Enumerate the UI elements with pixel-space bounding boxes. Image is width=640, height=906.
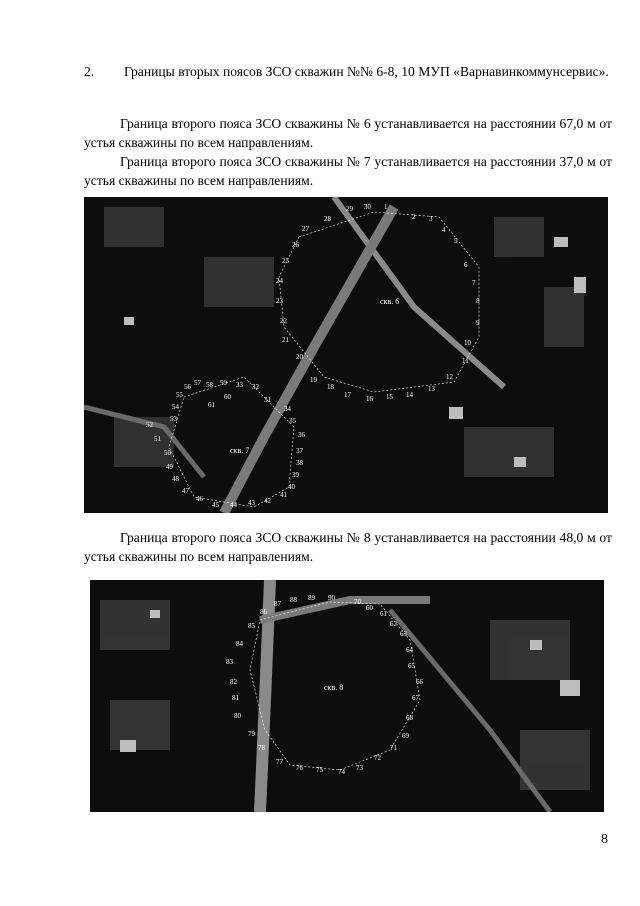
- section-heading: [84, 62, 612, 81]
- point-label: 53: [170, 415, 177, 423]
- point-label: 69: [402, 732, 409, 740]
- point-label: 30: [364, 203, 371, 211]
- point-label: 50: [164, 449, 171, 457]
- point-label: 33: [236, 381, 243, 389]
- point-label: 63: [400, 630, 407, 638]
- point-label: 80: [234, 712, 241, 720]
- point-label: 68: [406, 714, 413, 722]
- point-label: 4: [442, 226, 446, 234]
- point-label: 85: [248, 622, 255, 630]
- point-label: 35: [289, 417, 296, 425]
- paragraph-well-8: Граница второго пояса ЗСО скважины № 8 устанавливается на расстоянии 48,0 м от устья скважины по всем направлениям.: [84, 530, 612, 564]
- point-label: 74: [338, 768, 345, 776]
- point-label: 5: [454, 237, 458, 245]
- point-label: 78: [258, 744, 265, 752]
- point-label: 34: [284, 405, 291, 413]
- point-label: 59: [220, 379, 227, 387]
- point-label: 70: [354, 598, 361, 606]
- point-label: 41: [280, 491, 287, 499]
- point-label: 26: [292, 241, 299, 249]
- point-label: 28: [324, 215, 331, 223]
- point-label: 16: [366, 395, 373, 403]
- point-label: 56: [184, 383, 191, 391]
- point-label: 20: [296, 353, 303, 361]
- point-label: 45: [212, 501, 219, 509]
- point-label: 57: [194, 379, 201, 387]
- point-label: 9: [476, 319, 480, 327]
- point-label: 47: [182, 487, 189, 495]
- point-label: 71: [390, 744, 397, 752]
- point-label: 76: [296, 764, 303, 772]
- point-label: 73: [356, 764, 363, 772]
- point-label: 49: [166, 463, 173, 471]
- point-label: 31: [264, 396, 271, 404]
- point-label: 83: [226, 658, 233, 666]
- point-label: 1: [384, 203, 388, 211]
- point-label: 38: [296, 459, 303, 467]
- point-label: 64: [406, 646, 413, 654]
- point-label: 72: [374, 754, 381, 762]
- point-label: 24: [276, 277, 283, 285]
- point-label: 37: [296, 447, 303, 455]
- point-label: 8: [476, 297, 480, 305]
- paragraph-well-6: Граница второго пояса ЗСО скважины № 6 устанавливается на расстоянии 67,0 м от устья скважины по всем направлениям.: [84, 116, 612, 150]
- point-label: 82: [230, 678, 237, 686]
- point-label: 36: [298, 431, 305, 439]
- well-label-8: скв. 8: [324, 683, 344, 692]
- well-label-7: скв. 7: [230, 446, 250, 455]
- point-label: 88: [290, 596, 297, 604]
- point-label: 87: [274, 600, 281, 608]
- point-label: 23: [276, 297, 283, 305]
- point-label: 48: [172, 475, 179, 483]
- point-label: 60: [224, 393, 231, 401]
- point-label: 29: [346, 205, 353, 213]
- point-label: 46: [196, 495, 203, 503]
- point-label: 84: [236, 640, 243, 648]
- point-label: 61: [208, 401, 215, 409]
- point-label: 13: [428, 385, 435, 393]
- point-label: 58: [206, 381, 213, 389]
- point-label: 10: [464, 339, 471, 347]
- point-label: 51: [154, 435, 161, 443]
- point-label: 40: [288, 483, 295, 491]
- point-label: 22: [280, 317, 287, 325]
- page-number: 8: [601, 832, 608, 847]
- point-label: 89: [308, 594, 315, 602]
- section-title: Границы вторых поясов ЗСО скважин №№ 6-8, 10 МУП «Варнавинкоммунсервис».: [124, 64, 609, 79]
- section-number: 2.: [84, 64, 95, 79]
- paragraph-well-7: Граница второго пояса ЗСО скважины № 7 устанавливается на расстоянии 37,0 м от устья скважины по всем направлениям.: [84, 154, 612, 188]
- point-label: 54: [172, 403, 179, 411]
- point-label: 43: [248, 499, 255, 507]
- point-label: 66: [416, 678, 423, 686]
- point-label: 14: [406, 391, 413, 399]
- point-label: 32: [252, 383, 259, 391]
- point-label: 25: [282, 257, 289, 265]
- point-label: 39: [292, 471, 299, 479]
- map-image: [90, 580, 604, 812]
- point-label: 65: [408, 662, 415, 670]
- map-image: [84, 197, 608, 513]
- point-label: 7: [472, 279, 476, 287]
- point-label: 15: [386, 393, 393, 401]
- point-label: 6: [464, 261, 468, 269]
- point-label: 11: [462, 357, 469, 365]
- point-label: 52: [146, 421, 153, 429]
- point-label: 79: [248, 730, 255, 738]
- point-label: 12: [446, 373, 453, 381]
- satellite-map-wells-6-7: [84, 197, 608, 513]
- point-label: 44: [230, 501, 237, 509]
- point-label: 86: [260, 608, 267, 616]
- satellite-map-well-8: [90, 580, 604, 812]
- point-label: 17: [344, 391, 351, 399]
- well-label-6: скв. 6: [380, 297, 400, 306]
- point-label: 27: [302, 225, 309, 233]
- point-label: 62: [390, 620, 397, 628]
- point-label: 55: [176, 391, 183, 399]
- point-label: 75: [316, 766, 323, 774]
- point-label: 81: [232, 694, 239, 702]
- point-label: 19: [310, 376, 317, 384]
- point-label: 61: [380, 610, 387, 618]
- point-label: 21: [282, 336, 289, 344]
- point-label: 3: [429, 215, 433, 223]
- point-label: 60: [366, 604, 373, 612]
- point-label: 2: [412, 213, 416, 221]
- point-label: 90: [328, 594, 335, 602]
- point-label: 42: [264, 497, 271, 505]
- point-label: 77: [276, 758, 283, 766]
- point-label: 18: [327, 383, 334, 391]
- point-label: 67: [412, 694, 419, 702]
